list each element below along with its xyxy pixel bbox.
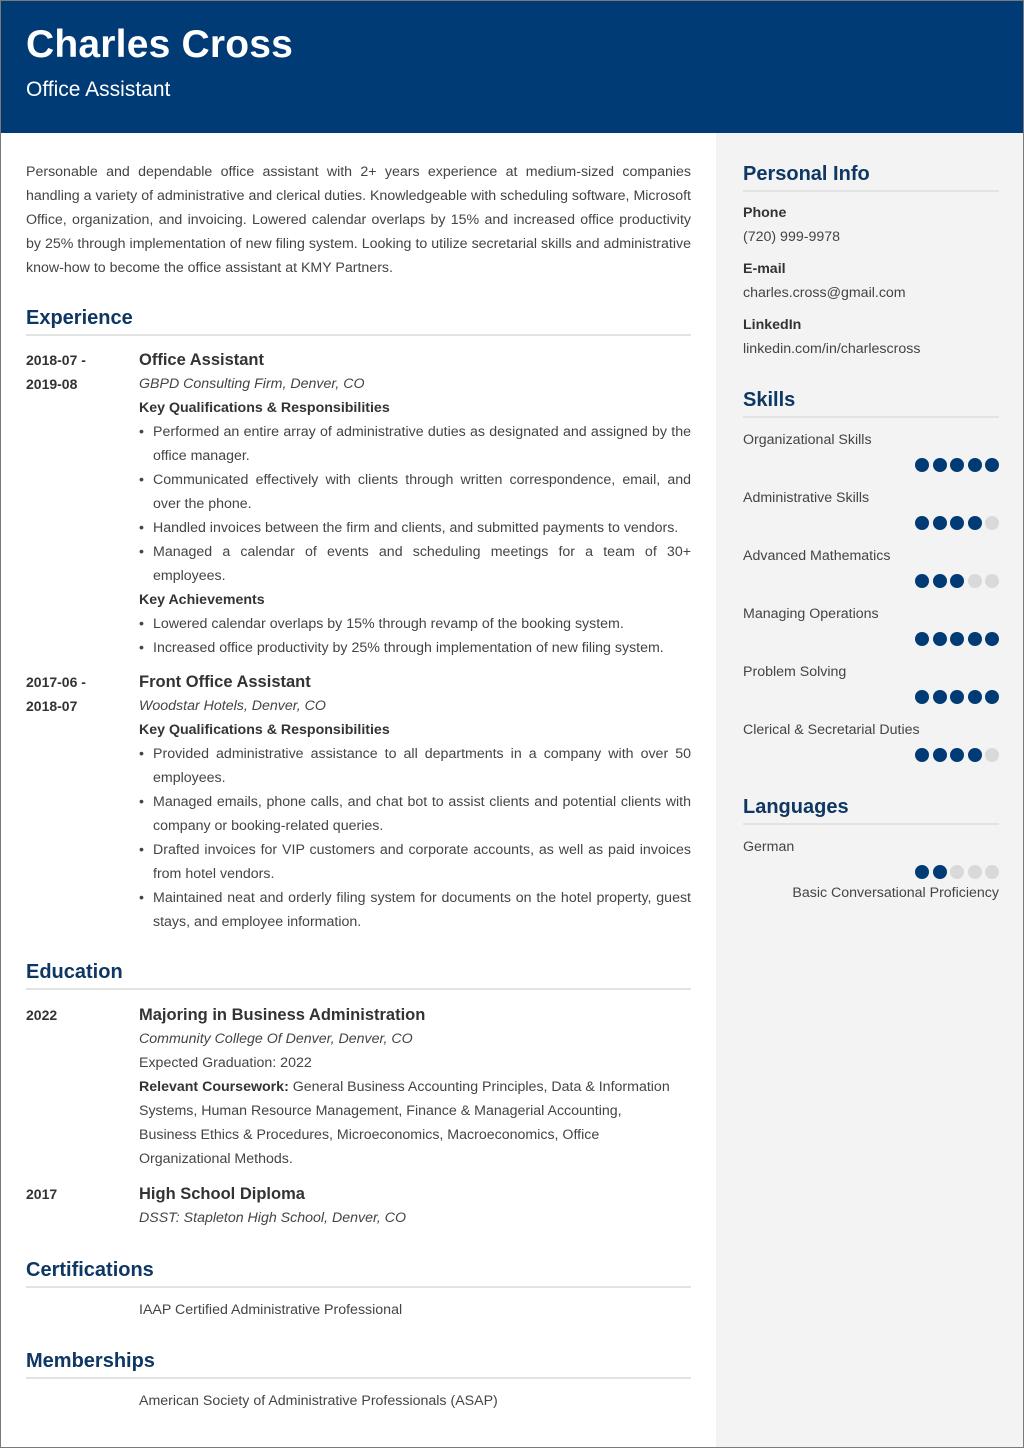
job-title: Front Office Assistant <box>139 673 311 691</box>
skill-rating <box>915 632 999 646</box>
phone-label: Phone <box>743 205 787 221</box>
degree-title: High School Diploma <box>139 1185 305 1203</box>
school-name: DSST: Stapleton High School, Denver, CO <box>139 1210 407 1226</box>
school-name: Community College Of Denver, Denver, CO <box>139 1031 413 1047</box>
rating-dot-filled-icon <box>950 458 964 472</box>
rating-dot-filled-icon <box>915 458 929 472</box>
job-org: Woodstar Hotels, Denver, CO <box>139 698 326 714</box>
rating-dot-empty-icon <box>985 865 999 879</box>
entry-body <box>139 348 691 660</box>
rating-dot-filled-icon <box>933 865 947 879</box>
rating-dot-filled-icon <box>968 632 982 646</box>
coursework <box>139 1075 691 1171</box>
summary-text: Personable and dependable office assistant with 2+ years experience at medium-sized companies handling a variety of administrative and clerical duties. Knowledgeable with scheduling software, Microsoft Office, organization, and invoicing. Lowered calendar overlaps by 15% and increased office productivity by 25% through implementation of new filing system. Looking to utilize secretarial skills and administrative know-how to become the office assistant at KMY Partners. <box>26 164 691 276</box>
degree-title: Majoring in Business Administration <box>139 1006 426 1024</box>
language-rating <box>915 865 999 879</box>
education-heading: Education <box>26 961 691 990</box>
rating-dot-filled-icon <box>950 632 964 646</box>
entry-body <box>139 1003 691 1171</box>
rating-dot-filled-icon <box>950 690 964 704</box>
rating-dot-filled-icon <box>985 458 999 472</box>
date-start: 2017-06 - <box>26 674 86 690</box>
job-org: GBPD Consulting Firm, Denver, CO <box>139 376 365 392</box>
email-value: charles.cross@gmail.com <box>743 285 906 301</box>
skill-rating <box>915 458 999 472</box>
list-item: • Managed emails, phone calls, and chat bot to assist clients and potential clients with company or booking-related queries. <box>139 790 691 838</box>
list-item: • Managed a calendar of events and scheduling meetings for a team of 30+ employees. <box>139 540 691 588</box>
date-end: 2018-07 <box>26 698 78 714</box>
rating-dot-filled-icon <box>950 574 964 588</box>
skill-name: Problem Solving <box>743 664 847 680</box>
skill-rating <box>915 748 999 762</box>
rating-dot-filled-icon <box>915 690 929 704</box>
skill-rating <box>915 574 999 588</box>
responsibilities-list <box>139 742 691 934</box>
phone-value: (720) 999-9978 <box>743 229 841 245</box>
coursework-text: General Business Accounting Principles, Data & Information Systems, Human Resource Management, Finance & Managerial Accounting, Business Ethics & Procedures, Microeconomics, Macroeconomics, Office Organizational Methods. <box>139 1079 670 1167</box>
linkedin-value: linkedin.com/in/charlescross <box>743 341 921 357</box>
skill-rating <box>915 690 999 704</box>
skill-name: Administrative Skills <box>743 490 870 506</box>
achievements-list <box>139 612 691 660</box>
date-end: 2019-08 <box>26 376 78 392</box>
entry-body <box>139 670 691 934</box>
entry-date: 2022 <box>26 1007 58 1023</box>
rating-dot-filled-icon <box>968 516 982 530</box>
skill-name: Clerical & Secretarial Duties <box>743 722 920 738</box>
rating-dot-empty-icon <box>950 865 964 879</box>
language-name: German <box>743 839 795 855</box>
skills-heading: Skills <box>743 389 999 418</box>
responsibilities-heading: Key Qualifications & Responsibilities <box>139 400 390 416</box>
rating-dot-filled-icon <box>915 865 929 879</box>
graduation-text: Expected Graduation: 2022 <box>139 1055 312 1071</box>
rating-dot-filled-icon <box>985 690 999 704</box>
rating-dot-filled-icon <box>950 748 964 762</box>
list-item: • Drafted invoices for VIP customers and corporate accounts, as well as paid invoices from hotel vendors. <box>139 838 691 886</box>
job-title: Office Assistant <box>139 351 265 369</box>
linkedin-label: LinkedIn <box>743 317 802 333</box>
rating-dot-filled-icon <box>915 748 929 762</box>
rating-dot-empty-icon <box>968 574 982 588</box>
rating-dot-filled-icon <box>933 516 947 530</box>
certifications-heading: Certifications <box>26 1259 691 1288</box>
responsibilities-heading: Key Qualifications & Responsibilities <box>139 722 390 738</box>
experience-heading: Experience <box>26 307 691 336</box>
list-item: • Communicated effectively with clients through written correspondence, email, and over the phone. <box>139 468 691 516</box>
rating-dot-empty-icon <box>985 516 999 530</box>
certification-item: IAAP Certified Administrative Professional <box>139 1302 403 1318</box>
entry-body <box>139 1182 691 1230</box>
sidebar <box>716 133 1023 1447</box>
list-item: • Maintained neat and orderly filing system for documents on the hotel property, guest stays, and employee information. <box>139 886 691 934</box>
list-item: • Performed an entire array of administrative duties as designated and assigned by the office manager. <box>139 420 691 468</box>
candidate-role: Office Assistant <box>26 78 171 101</box>
skill-rating <box>915 516 999 530</box>
achievements-heading: Key Achievements <box>139 592 265 608</box>
personal-info-heading: Personal Info <box>743 163 999 192</box>
membership-item: American Society of Administrative Professionals (ASAP) <box>139 1393 498 1409</box>
rating-dot-filled-icon <box>915 516 929 530</box>
memberships-heading: Memberships <box>26 1350 691 1379</box>
list-item: • Provided administrative assistance to all departments in a company with over 50 employees. <box>139 742 691 790</box>
rating-dot-filled-icon <box>915 632 929 646</box>
rating-dot-filled-icon <box>968 690 982 704</box>
entry-date: 2017 <box>26 1186 58 1202</box>
rating-dot-filled-icon <box>968 748 982 762</box>
rating-dot-filled-icon <box>933 632 947 646</box>
list-item: • Handled invoices between the firm and clients, and submitted payments to vendors. <box>139 516 691 540</box>
rating-dot-filled-icon <box>933 690 947 704</box>
entry-date <box>26 670 126 718</box>
rating-dot-empty-icon <box>968 865 982 879</box>
rating-dot-filled-icon <box>985 632 999 646</box>
rating-dot-filled-icon <box>933 748 947 762</box>
rating-dot-empty-icon <box>985 748 999 762</box>
skill-name: Advanced Mathematics <box>743 548 891 564</box>
list-item: • Lowered calendar overlaps by 15% through revamp of the booking system. <box>139 612 691 636</box>
rating-dot-filled-icon <box>950 516 964 530</box>
skill-name: Organizational Skills <box>743 432 872 448</box>
list-item: • Increased office productivity by 25% through implementation of new filing system. <box>139 636 691 660</box>
rating-dot-filled-icon <box>933 458 947 472</box>
coursework-label: Relevant Coursework: <box>139 1079 289 1095</box>
candidate-name: Charles Cross <box>26 23 294 66</box>
rating-dot-empty-icon <box>985 574 999 588</box>
languages-heading: Languages <box>743 796 999 825</box>
language-level-label: Basic Conversational Proficiency <box>792 885 999 901</box>
email-label: E-mail <box>743 261 786 277</box>
date-start: 2018-07 - <box>26 352 86 368</box>
rating-dot-filled-icon <box>915 574 929 588</box>
rating-dot-filled-icon <box>933 574 947 588</box>
resume-header <box>1 1 1023 133</box>
responsibilities-list <box>139 420 691 588</box>
entry-date <box>26 348 126 396</box>
skill-name: Managing Operations <box>743 606 879 622</box>
rating-dot-filled-icon <box>968 458 982 472</box>
